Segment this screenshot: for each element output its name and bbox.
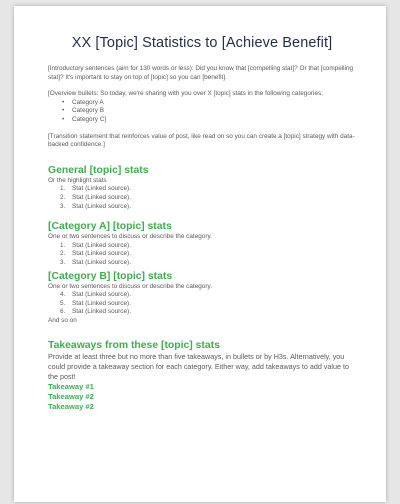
list-number: 5. (60, 299, 66, 307)
stat-link[interactable]: Stat (Linked source). (72, 291, 131, 299)
list-item (48, 291, 356, 300)
transition-paragraph: [Transition statement that reinforces value of post, like read on so you can create a [topic] strategy with data-backed confidence.] (48, 132, 355, 149)
stat-link[interactable]: Stat (Linked source). (72, 258, 131, 266)
list-number: 4. (60, 291, 66, 299)
list-number: 3. (60, 202, 66, 210)
list-item (48, 194, 356, 203)
category-bullet-list (48, 99, 356, 125)
list-item (48, 242, 356, 251)
list-number: 6. (60, 308, 66, 316)
list-item: • Category A (48, 99, 356, 108)
takeaways-heading: Takeaways from these [topic] stats (48, 340, 220, 352)
list-number: 3. (60, 258, 66, 266)
stat-link[interactable]: Stat (Linked source). (72, 250, 131, 258)
and-so-on-text: And so on (48, 316, 77, 324)
list-number: 2. (60, 250, 66, 258)
list-item (48, 185, 356, 194)
list-item: • Category C] (48, 116, 356, 125)
takeaway-item: Takeaway #2 (48, 402, 94, 412)
list-number: 1. (60, 185, 66, 193)
stat-link[interactable]: Stat (Linked source). (72, 308, 131, 316)
stat-link[interactable]: Stat (Linked source). (72, 202, 131, 210)
stat-link[interactable]: Stat (Linked source). (72, 299, 131, 307)
category-b-description: One or two sentences to discuss or describe the category. (48, 282, 212, 290)
category-a-list (48, 242, 356, 268)
takeaway-item: Takeaway #1 (48, 381, 94, 391)
category-b-list (48, 291, 356, 317)
general-stats-description: Or the highlight stats (48, 176, 107, 184)
category-b-heading: [Category B] [topic] stats (48, 270, 173, 282)
overview-paragraph: [Overview bullets: So today, we're sharing with you over X [topic] stats in the following categories: (48, 90, 323, 98)
list-item: • Category B (48, 107, 356, 116)
list-item (48, 203, 356, 212)
intro-paragraph: [Introductory sentences (aim for 130 words or less): Did you know that [compelling stat]? Or that [compelling stat]? It's important to stay on top of [topic] so you can [benefit]. (48, 65, 354, 81)
stat-link[interactable]: Stat (Linked source). (72, 185, 131, 193)
general-stats-heading: General [topic] stats (48, 164, 149, 176)
list-item (48, 300, 356, 309)
stat-link[interactable]: Stat (Linked source). (72, 193, 131, 201)
stat-link[interactable]: Stat (Linked source). (72, 241, 131, 249)
list-item (48, 250, 356, 259)
list-item (48, 308, 356, 317)
general-stats-list (48, 185, 356, 211)
category-a-heading: [Category A] [topic] stats (48, 221, 172, 233)
category-a-description: One or two sentences to discuss or describe the category. (48, 233, 212, 241)
list-number: 1. (60, 241, 66, 249)
takeaway-item: Takeaway #2 (48, 392, 94, 402)
list-number: 2. (60, 193, 66, 201)
page-title: XX [Topic] Statistics to [Achieve Benefit] (71, 35, 333, 51)
takeaways-description: Provide at least three but no more than five takeaways, in bullets or by H3s. Alternatively, you could provide a takeaway section for each category. Either way, add takeaways to add value to the post! (48, 352, 349, 382)
document-page (14, 6, 386, 502)
list-item (48, 259, 356, 268)
